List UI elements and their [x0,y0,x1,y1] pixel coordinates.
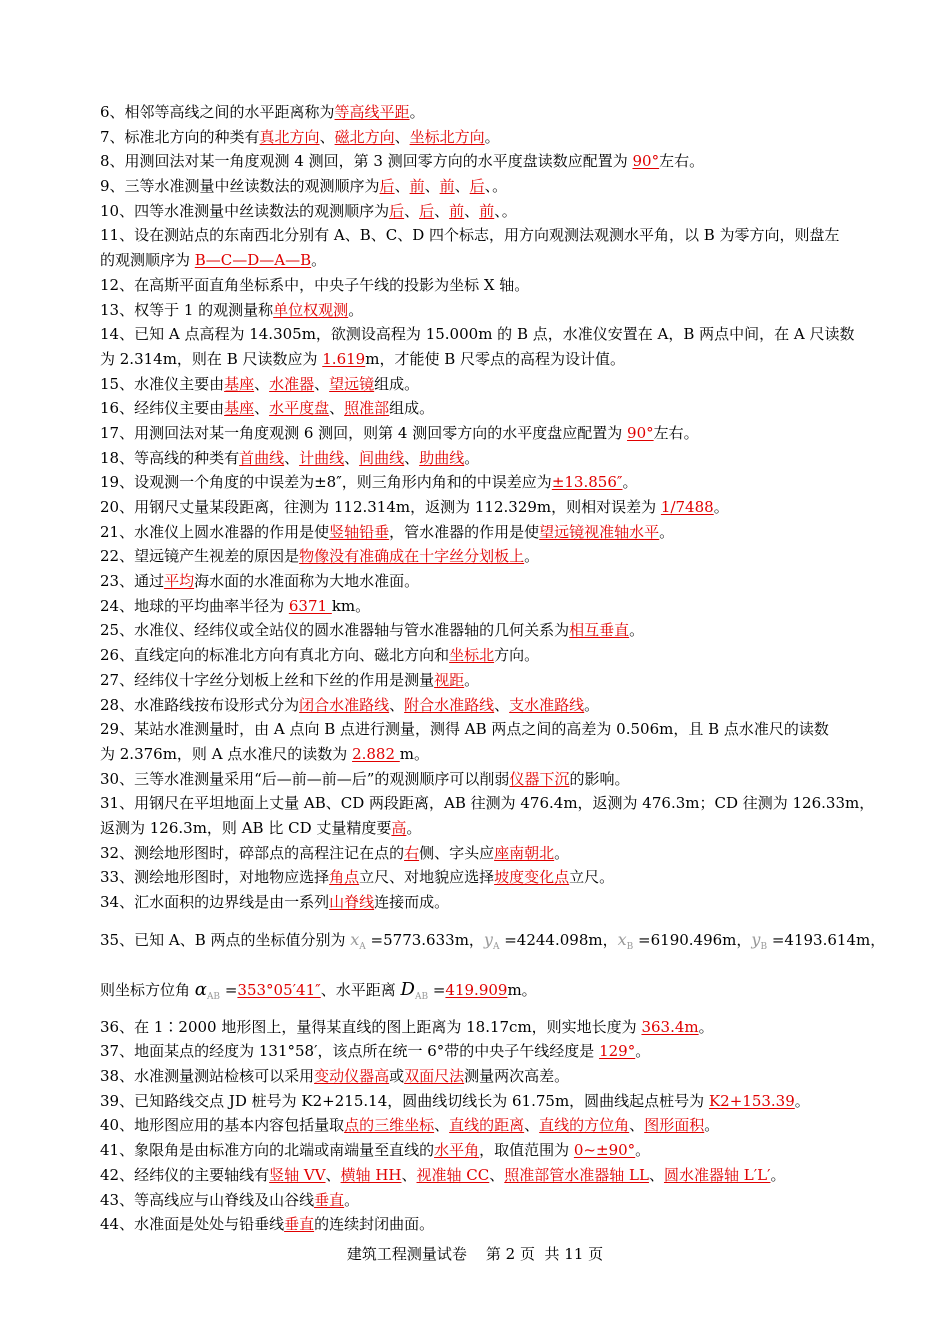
question-text: 、水平距离 [320,980,401,999]
answer-text: 水平度盘 [269,399,330,418]
question-line [100,223,862,248]
question-text: 。 [584,695,600,714]
question-text: 、 [329,399,345,418]
question-text: 7、标准北方向的种类有 [100,127,260,146]
question-text: km。 [331,596,371,615]
question-line [100,643,862,668]
subscript: A [359,941,366,952]
question-text: 、 [464,201,480,220]
question-text: 。 [659,522,675,541]
question-text: 。 [698,1017,714,1036]
page-footer: 建筑工程测量试卷 第 2 页 共 11 页 [346,1245,604,1263]
answer-text: 基座 [224,374,255,393]
subscript: B [626,941,634,952]
question-text: 、 [494,695,510,714]
answer-text: 角点 [329,868,360,887]
answer-text: 垂直 [284,1215,315,1234]
answer-text: 闭合水准路线 [299,695,390,714]
question-line [100,174,862,199]
answer-text: 90° [632,152,660,171]
answer-text: 后 [419,201,435,220]
question-text: 、 [424,177,440,196]
question-line [100,199,862,224]
question-text: 左右。 [659,152,705,171]
question-text: m。 [399,744,430,763]
question-text: 。 [635,1042,651,1061]
question-text: 42、经纬仪的主要轴线有 [100,1165,270,1184]
answer-text: 真北方向 [259,127,320,146]
question-text: 8、用测回法对某一角度观测 4 测回，第 3 测回零方向的水平度盘读数应配置为 [100,152,633,171]
question-text: 20、用钢尺丈量某段距离，往测为 112.314m，返测为 112.329m，则相对误差为 [100,498,661,516]
question-text: 14、已知 A 点高程为 14.305m，欲测设高程为 15.000m 的 B 点，水准仪安置在 A，B 两点中间，在 A 尺读数 [100,325,855,344]
question-text: 30、三等水准测量采用“后—前—前—后”的观测顺序可以削弱 [100,769,510,788]
question-text: 、 [314,374,330,393]
question-text: 立尺。 [569,868,615,887]
question-text: 立尺、对地貌应选择 [359,868,495,887]
answer-text: 双面尺法 [404,1067,465,1086]
answer-text: K2+153.39 [708,1091,795,1110]
question-text: 的影响。 [569,769,630,788]
question-text: 、 [394,177,410,196]
question-text: 为 2.376m，则 A 点水准尺的读数为 [100,744,353,763]
question-line [100,569,862,594]
answer-text: 坐标北方向 [409,127,485,146]
question-line [100,273,862,298]
answer-text: 照准部管水准器轴 LL [504,1165,649,1184]
question-text: 方向。 [494,646,540,665]
question-text: 38、水准测量测站检核可以采用 [100,1067,315,1086]
question-text: 43、等高线应与山脊线及山谷线 [100,1190,315,1209]
question-text: 。 [344,1190,360,1209]
question-text: 35、已知 A、B 两点的坐标值分别为 [100,930,351,949]
answer-text: 水准器 [269,374,315,393]
question-line [100,742,862,767]
answer-text: 等高线平距 [334,103,410,121]
question-text: 。 [311,251,327,270]
answer-text: 后 [389,201,405,220]
answer-text: 相互垂直 [569,621,630,640]
subscript: AB [414,991,429,1002]
question-text: 、 [648,1165,664,1184]
question-text: 29、某站水准测量时，由 A 点向 B 点进行测量，测得 AB 两点之间的高差为 0.506m，且 B 点水准尺的读数 [100,720,829,739]
question-text: 。 [484,127,500,146]
question-line [100,470,862,495]
question-text: 。 [406,818,422,837]
question-text: 返测为 126.3m，则 AB 比 CD 丈量精度要 [100,818,392,837]
question-text: 、 [434,201,450,220]
question-line [100,322,862,347]
question-text: 、 [319,127,335,146]
answer-text: 助曲线 [419,448,465,467]
question-text: 37、地面某点的经度为 131°58′，该点所在统一 6°带的中央子午线经度是 [100,1042,600,1061]
question-line [100,618,862,643]
question-line [100,446,862,471]
question-text: ，管水准器的作用是使 [389,522,540,541]
answer-text: 垂直 [314,1190,345,1209]
questions-6-34 [100,100,875,915]
question-text: 28、水准路线按布设形式分为 [100,695,300,714]
answer-text: 仪器下沉 [509,769,570,788]
question-text: m。 [507,980,537,999]
question-list [100,100,886,1237]
question-text: 、 [404,201,420,220]
answer-text: 前 [439,177,455,196]
question-text: 海水面的水准面称为大地水准面。 [194,572,420,591]
question-line [100,421,862,446]
question-text: 则坐标方位角 [100,980,195,999]
question-text: 39、已知路线交点 JD 桩号为 K2+215.14，圆曲线切线长为 61.75m，圆曲线起点桩号为 [100,1091,709,1110]
answer-text: 高 [391,818,407,837]
question-text: 23、通过 [100,572,165,591]
question-line [100,1113,862,1138]
answer-text: 1/7488 [660,498,714,516]
question-line [100,816,862,841]
question-text: 11、设在测站点的东南西北分别有 A、B、C、D 四个标志，用方向观测法观测水平角，以 B 为零方向，则盘左 [100,226,840,245]
question-35-line-2 [100,965,862,1015]
question-line [100,149,862,174]
math-var: y [483,929,493,949]
question-line [100,125,862,150]
answer-text: 直线的方位角 [539,1116,630,1135]
question-line [100,1163,862,1188]
question-text: 40、地形图应用的基本内容包括量取 [100,1116,345,1135]
answer-text: 前 [449,201,465,220]
question-text: 、 [524,1116,540,1135]
question-text: 、 [389,695,405,714]
answer-text: 平均 [164,572,195,591]
question-text: 、。 [484,177,508,196]
answer-text: 前 [409,177,425,196]
question-line [100,1015,862,1040]
question-line [100,1138,862,1163]
answer-text: 横轴 HH [340,1165,402,1184]
answer-text: 山脊线 [329,893,375,911]
answer-text: 照准部 [344,399,390,418]
answer-text: 水平角 [434,1141,480,1160]
answer-text: 计曲线 [299,448,345,467]
question-text: 组成。 [374,374,420,393]
question-text: m，才能使 B 尺零点的高程为设计值。 [365,349,626,368]
question-text: 17、用测回法对某一角度观测 6 测回，则第 4 测回零方向的水平度盘应配置为 [100,423,628,442]
question-text: 19、设观测一个角度的中误差为±8″，则三角形内角和的中误差应为 [100,473,552,492]
question-text: 、 [284,448,300,467]
answer-text: 附合水准路线 [404,695,495,714]
question-line [100,1039,862,1064]
question-text: 、 [454,177,470,196]
question-text: 组成。 [389,399,435,418]
question-line [100,1089,862,1114]
answer-text: 6371 [288,596,332,615]
question-text: =4244.098m， [499,930,618,949]
answer-text: 坡度变化点 [494,868,570,887]
question-text: 31、用钢尺在平坦地面上丈量 AB、CD 两段距离，AB 往测为 476.4m，返测为 476.3m；CD 往测为 126.33m， [100,794,875,813]
question-text: 为 2.314m，则在 B 尺读数应为 [100,349,323,368]
question-line [100,865,862,890]
question-text: 21、水准仪上圆水准器的作用是使 [100,522,330,541]
answer-text: ±13.856″ [551,473,623,492]
question-text: 连接而成。 [374,893,450,911]
question-line [100,668,862,693]
question-text: 44、水准面是处处与铅垂线 [100,1215,285,1234]
question-line [100,841,862,866]
answer-text: 直线的距离 [449,1116,525,1135]
answer-text: 353°05′41″ [237,980,321,999]
question-line [100,1212,862,1237]
question-text: 左右。 [653,423,699,442]
question-text: 的连续封闭曲面。 [314,1215,435,1234]
math-var: y [751,929,761,949]
answer-text: 视准轴 CC [416,1165,490,1184]
question-text: 。 [704,1116,720,1135]
question-text: 、。 [494,201,517,220]
question-text: 、 [325,1165,341,1184]
question-text: 34、汇水面积的边界线是由一系列 [100,893,330,911]
math-var: α [194,978,207,1000]
question-line [100,767,862,792]
answer-text: 363.4m [641,1017,699,1036]
question-text: 16、经纬仪主要由 [100,399,225,418]
question-text: 的观测顺序为 [100,251,195,270]
question-line [100,298,862,323]
question-line [100,693,862,718]
question-line [100,520,862,545]
question-text: 。 [464,448,480,467]
answer-text: 点的三维坐标 [344,1116,435,1135]
question-text: 6、相邻等高线之间的水平距离称为 [100,103,335,121]
math-var: D [400,978,415,1000]
answer-text: 图形面积 [644,1116,705,1135]
question-line [100,544,862,569]
math-var: x [350,929,360,949]
question-text: 27、经纬仪十字丝分划板上丝和下丝的作用是测量 [100,670,435,689]
question-text: 33、测绘地形图时，对地物应选择 [100,868,330,887]
question-line [100,594,862,619]
question-text: 18、等高线的种类有 [100,448,240,467]
question-text: 、 [629,1116,645,1135]
math-var: x [617,929,627,949]
question-text: 。 [629,621,645,640]
question-text: 。 [622,473,638,492]
question-text: 。 [464,670,480,689]
question-text: 22、望远镜产生视差的原因是 [100,547,300,566]
question-text: 、 [401,1165,417,1184]
answer-text: 间曲线 [359,448,405,467]
question-line [100,495,862,520]
subscript: A [492,941,500,952]
question-line [100,372,862,397]
question-line [100,791,875,816]
answer-text: 后 [469,177,485,196]
answer-text: 视距 [434,670,465,689]
question-text: 15、水准仪主要由 [100,374,225,393]
answer-text: 右 [404,843,420,862]
question-line [100,396,862,421]
question-line [100,248,862,273]
answer-text: 磁北方向 [334,127,395,146]
question-text: 。 [635,1141,651,1160]
question-text: 25、水准仪、经纬仪或全站仪的圆水准器轴与管水准器轴的几何关系为 [100,621,570,640]
question-text: = [428,980,446,999]
question-line [100,1064,862,1089]
answer-text: 单位权观测 [273,300,349,319]
answer-text: 后 [379,177,395,196]
answer-text: 望远镜 [329,374,375,393]
question-text: 32、测绘地形图时，碎部点的高程注记在点的 [100,843,405,862]
question-text: 26、直线定向的标准北方向有真北方向、磁北方向和 [100,646,450,665]
question-text: 、 [254,374,270,393]
question-text: 10、四等水准测量中丝读数法的观测顺序为 [100,201,390,220]
question-line [100,717,862,742]
question-text: 9、三等水准测量中丝读数法的观测顺序为 [100,177,380,196]
question-text: 、 [434,1116,450,1135]
question-line [100,347,862,372]
question-35-line-1 [100,915,886,965]
answer-text: 419.909 [445,980,508,999]
answer-text: 90° [627,423,654,442]
question-text: 24、地球的平均曲率半径为 [100,596,289,615]
question-text: 、 [394,127,410,146]
answer-text: 物像没有准确成在十字丝分划板上 [299,547,525,566]
question-line [100,1188,862,1213]
answer-text: 1.619 [322,349,366,368]
question-text: 。 [770,1165,786,1184]
question-line [100,890,862,915]
question-text: 、 [344,448,360,467]
question-text: =6190.496m， [633,930,752,949]
question-text: 。 [348,300,364,319]
question-text: 或 [389,1067,405,1086]
answer-text: 竖轴铅垂 [329,522,390,541]
question-text: 。 [524,547,540,566]
question-line [100,100,862,125]
answer-text: 座南朝北 [494,843,555,862]
answer-text: 竖轴 VV [269,1165,326,1184]
answer-text: 坐标北 [449,646,495,665]
answer-text: 129° [599,1042,636,1061]
question-text: 12、在高斯平面直角坐标系中，中央子午线的投影为坐标 X 轴。 [100,275,530,294]
question-text: 、 [404,448,420,467]
subscript: B [760,941,768,952]
answer-text: 望远镜视准轴水平 [539,522,660,541]
question-text: = [220,980,238,999]
question-text: ，取值范围为 [479,1141,574,1160]
question-text: 、 [254,399,270,418]
question-text: 测量两次高差。 [464,1067,570,1086]
answer-text: 变动仪器高 [314,1067,390,1086]
question-text: =5773.633m， [365,930,484,949]
subscript: AB [206,991,221,1002]
question-text: 、 [489,1165,505,1184]
answer-text: B—C—D—A—B [194,251,312,270]
question-text: 36、在 1∶2000 地形图上，量得某直线的图上距离为 18.17cm，则实地长度为 [100,1017,642,1036]
answer-text: 前 [479,201,495,220]
answer-text: 2.882 [352,744,400,763]
question-text: =4193.614m， [767,930,886,949]
questions-36-44 [100,1015,862,1237]
question-text: 。 [554,843,570,862]
question-text: 。 [794,1091,810,1110]
answer-text: 支水准路线 [509,695,585,714]
answer-text: 首曲线 [239,448,285,467]
question-text: 。 [409,103,425,121]
answer-text: 基座 [224,399,255,418]
question-text: 41、象限角是由标准方向的北端或南端量至直线的 [100,1141,435,1160]
question-text: 。 [713,498,729,516]
question-text: 13、权等于 1 的观测量称 [100,300,274,319]
question-text: 侧、字头应 [419,843,495,862]
answer-text: 圆水准器轴 L′L′ [663,1165,771,1184]
answer-text: 0~±90° [573,1141,636,1160]
